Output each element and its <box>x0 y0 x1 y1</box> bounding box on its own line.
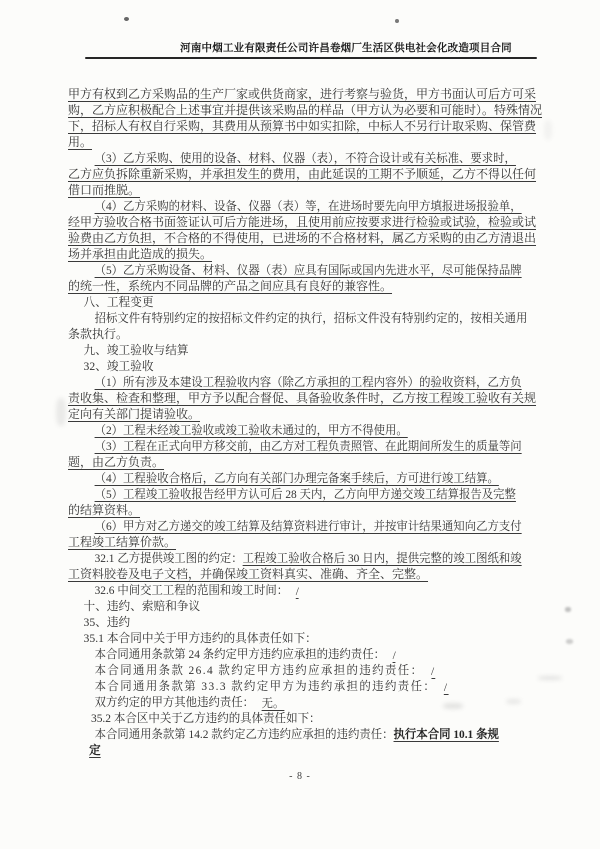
text-line <box>68 502 550 518</box>
text-segment: 甲方有权到乙方采购品的生产厂家或供货商家，进行考察与验货，甲方书面认可后方可采 <box>68 87 537 101</box>
text-line <box>68 694 552 710</box>
scan-speck <box>395 19 399 23</box>
scan-smudge <box>566 639 573 644</box>
text-line <box>68 102 550 118</box>
header-rule <box>85 57 537 59</box>
text-segment: 32.1 乙方提供竣工图的约定： <box>94 551 243 565</box>
text-line <box>68 454 550 470</box>
text-line <box>68 406 550 422</box>
scan-speck <box>124 17 129 21</box>
text-line <box>68 230 550 246</box>
text-line <box>68 118 550 134</box>
text-segment: 32、竣工验收 <box>83 359 154 373</box>
text-segment: （5）乙方采购设备、材料、仪器（表）应具有国际或国内先进水平，尽可能保持品牌 <box>94 263 522 277</box>
text-line <box>68 438 552 454</box>
text-line <box>68 310 552 326</box>
text-segment: 工资料胶卷及电子文档，并确保竣工资料真实、准确、齐全、完整。 <box>68 567 429 581</box>
text-segment: 本合同通用条款第 33.3 款约定甲方为违约承担的违约责任： <box>94 679 437 693</box>
text-line <box>68 166 550 182</box>
text-segment: 招标文件有特别约定的按招标文件约定的执行，招标文件没有特别约定的，按相关通用 <box>94 311 528 325</box>
text-line <box>68 742 552 758</box>
text-segment: （2）工程未经竣工验收或竣工验收未通过的，甲方不得使用。 <box>94 423 408 437</box>
text-line <box>68 614 552 630</box>
text-segment: 责收集、检查和整理，甲方予以配合督促、具备验收条件时，乙方按工程竣工验收有关规 <box>68 391 537 405</box>
text-line <box>68 86 550 102</box>
text-segment: 经甲方验收合格书面签证认可后方能进场，且使用前应按要求进行检验或试验，检验或试 <box>68 215 537 229</box>
text-line <box>68 150 552 166</box>
text-line <box>68 134 550 150</box>
contract-body <box>68 86 550 758</box>
text-segment: 35.1 本合同中关于甲方违约的具体责任如下： <box>83 631 317 645</box>
text-segment: （3）工程在正式向甲方移交前，由乙方对工程负责照管、在此期间所发生的质量等问 <box>94 439 522 453</box>
text-line <box>68 198 552 214</box>
fill-in-blank: 无。 <box>261 696 285 710</box>
text-line <box>68 646 552 662</box>
text-segment: 验费由乙方负担，不合格的不得使用，已进场的不合格材料，属乙方采购的由乙方清退出 <box>68 231 537 245</box>
text-segment: 用。 <box>68 135 93 149</box>
fill-in-blank: / <box>295 584 299 598</box>
text-segment: 工程竣工结算价款。 <box>68 535 177 549</box>
text-segment: 定向有关部门提请验收。 <box>68 407 201 421</box>
text-segment: 工程竣工验收合格后 30 日内，提供完整的竣工图纸和竣 <box>242 551 522 565</box>
fill-in-blank: / <box>431 664 436 678</box>
text-line <box>68 326 550 342</box>
text-line <box>68 470 552 486</box>
text-segment: 场并承担由此造成的损失。 <box>68 247 213 261</box>
text-segment: 35.2 本合区中关于乙方违约的具体责任如下： <box>90 711 321 725</box>
text-line <box>68 214 550 230</box>
text-line <box>68 630 552 646</box>
text-segment: （1）所有涉及本建设工程验收内容（除乙方承担的工程内容外）的验收资料，乙方负 <box>94 375 522 389</box>
text-line <box>68 246 550 262</box>
scan-smudge <box>565 607 571 612</box>
text-segment: （4）工程验收合格后，乙方向有关部门办理完备案手续后，方可进行竣工结算。 <box>94 471 499 485</box>
document-title: 河南中烟工业有限责任公司许昌卷烟厂生活区供电社会化改造项目合同 <box>180 43 512 54</box>
text-segment: 购，乙方应积极配合上述事宜并提供该采购品的样品（甲方认为必要和可能时）。特殊情况 <box>68 103 543 117</box>
text-segment: （4）乙方采购的材料、设备、仪器（表）等，在进场时要先向甲方填报进场报验单， <box>94 199 522 213</box>
text-segment: 35、违约 <box>83 615 131 629</box>
text-segment: 定 <box>89 743 101 757</box>
text-line <box>68 710 552 726</box>
text-line <box>68 726 552 742</box>
text-segment: 乙方应负拆除重新采购，并承担发生的费用，由此延误的工期不予顺延，乙方不得以任何 <box>68 167 537 181</box>
text-segment: 双方约定的甲方其他违约责任： <box>94 695 255 709</box>
text-line <box>68 182 550 198</box>
text-line <box>68 534 550 550</box>
text-line <box>68 342 552 358</box>
text-line <box>68 390 550 406</box>
text-line <box>68 678 552 694</box>
text-segment: 的结算资料。 <box>68 503 141 517</box>
fill-in-blank: / <box>392 648 396 662</box>
scan-smudge <box>56 398 66 426</box>
text-segment: （6）甲方对乙方递交的竣工结算及结算资料进行审计，并按审计结果通知向乙方支付 <box>94 519 522 533</box>
text-segment: 本合同通用条款第 14.2 款约定乙方违约应承担的违约责任： <box>94 727 394 741</box>
text-line <box>68 486 552 502</box>
text-segment: 的统一性，系统内不同品牌的产品之间应具有良好的兼容性。 <box>68 279 393 293</box>
text-segment: 条款执行。 <box>68 327 129 341</box>
text-segment: 下，招标人有权自行采购，其费用从预算书中如实扣除，中标人不另行计取采购、保管费 <box>68 119 537 133</box>
text-segment: 九、竣工验收与结算 <box>83 343 189 357</box>
text-segment: 执行本合同 10.1 条规 <box>393 727 499 741</box>
text-line <box>68 598 552 614</box>
text-line <box>68 262 552 278</box>
text-line <box>68 374 552 390</box>
fill-in-blank: / <box>443 680 449 694</box>
text-segment: 十、违约、索赔和争议 <box>83 599 201 613</box>
text-line <box>68 358 552 374</box>
text-line <box>68 518 552 534</box>
text-segment: （3）乙方采购、使用的设备、材料、仪器（表），不符合设计或有关标准、要求时， <box>94 151 516 165</box>
text-segment: 八、工程变更 <box>83 295 154 309</box>
text-line <box>68 278 550 294</box>
text-line <box>68 566 550 582</box>
text-line <box>68 422 552 438</box>
text-segment: 本合同通用条款第 24 条约定甲方违约应承担的违约责任： <box>94 647 385 661</box>
text-line <box>68 662 552 678</box>
text-segment: 32.6 中间交工工程的范围和竣工时间： <box>94 583 289 597</box>
text-line <box>68 550 552 566</box>
text-segment: 借口而推脱。 <box>68 183 141 197</box>
text-segment: （5）工程竣工验收报告经甲方认可后 28 天内，乙方向甲方递交竣工结算报告及完整 <box>94 487 516 501</box>
text-line <box>68 294 552 310</box>
text-line <box>68 582 552 598</box>
text-segment: 本合同通用条款 26.4 款约定甲方违约应承担的违约责任： <box>94 663 424 677</box>
text-segment: 题，由乙方负责。 <box>68 455 165 469</box>
page-number: - 8 - <box>289 771 311 782</box>
